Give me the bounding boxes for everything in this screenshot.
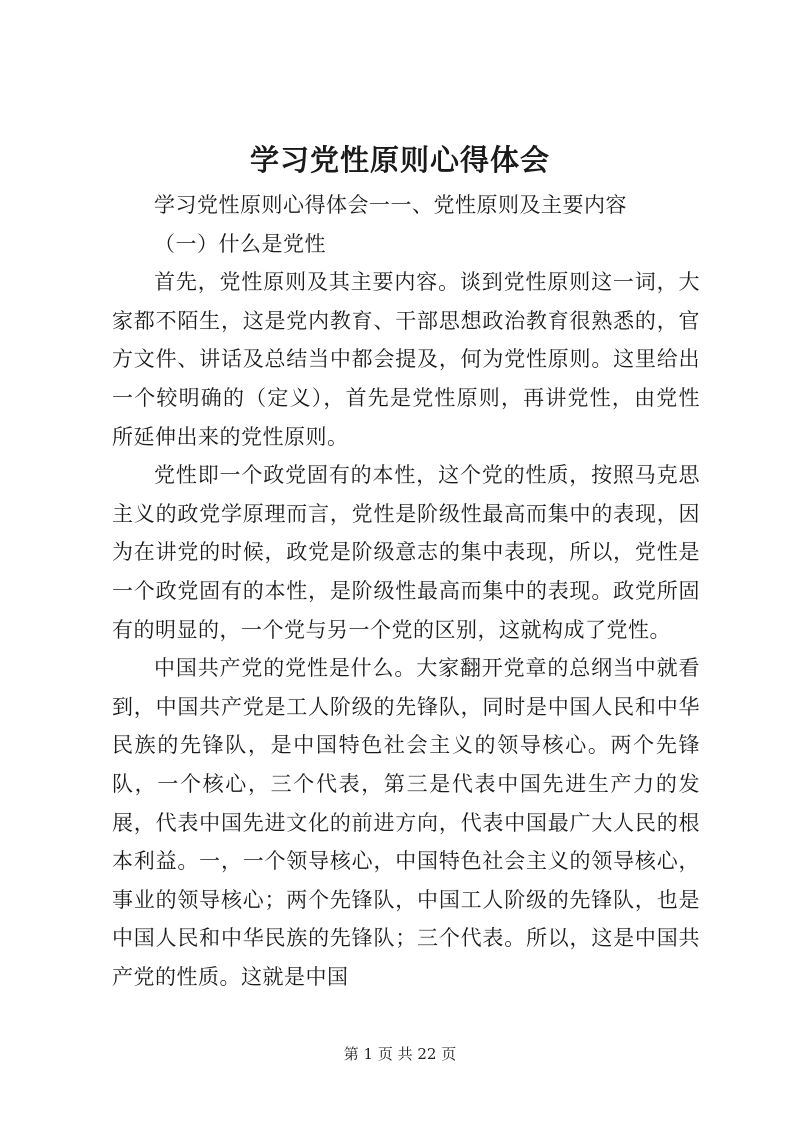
paragraph-heading: 学习党性原则心得体会一一、党性原则及主要内容 (154, 193, 627, 217)
document-body (112, 186, 700, 996)
paragraph-subheading: （一）什么是党性 (154, 231, 326, 256)
paragraph: 首先，党性原则及其主要内容。谈到党性原则这一词，大家都不陌生，这是党内教育、干部思想政治教育很熟悉的，官方文件、讲话及总结当中都会提及，何为党性原则。这里给出一个较明确的（定义），首先是党性原则，再讲党性，由党性所延伸出来的党性原则。 (112, 270, 700, 449)
paragraph: 党性即一个政党固有的本性，这个党的性质，按照马克思主义的政党学原理而言，党性是阶级性最高而集中的表现，因为在讲党的时候，政党是阶级意志的集中表现，所以，党性是一个政党固有的本性，是阶级性最高而集中的表现。政党所固有的明显的，一个党与另一个党的区别，这就构成了党性。 (112, 463, 700, 642)
document-title: 学习党性原则心得体会 (249, 143, 550, 177)
page-number-footer: 第 1 页 共 22 页 (343, 1045, 457, 1063)
paragraph: 中国共产党的党性是什么。大家翻开党章的总纲当中就看到，中国共产党是工人阶级的先锋队，同时是中国人民和中华民族的先锋队，是中国特色社会主义的领导核心。两个先锋队，一个核心，三个代表，第三是代表中国先进生产力的发展，代表中国先进文化的前进方向，代表中国最广大人民的根本利益。一，一个领导核心，中国特色社会主义的领导核心，事业的领导核心；两个先锋队，中国工人阶级的先锋队，也是中国人民和中华民族的先锋队；三个代表。所以，这是中国共产党的性质。这就是中国 (112, 656, 700, 989)
